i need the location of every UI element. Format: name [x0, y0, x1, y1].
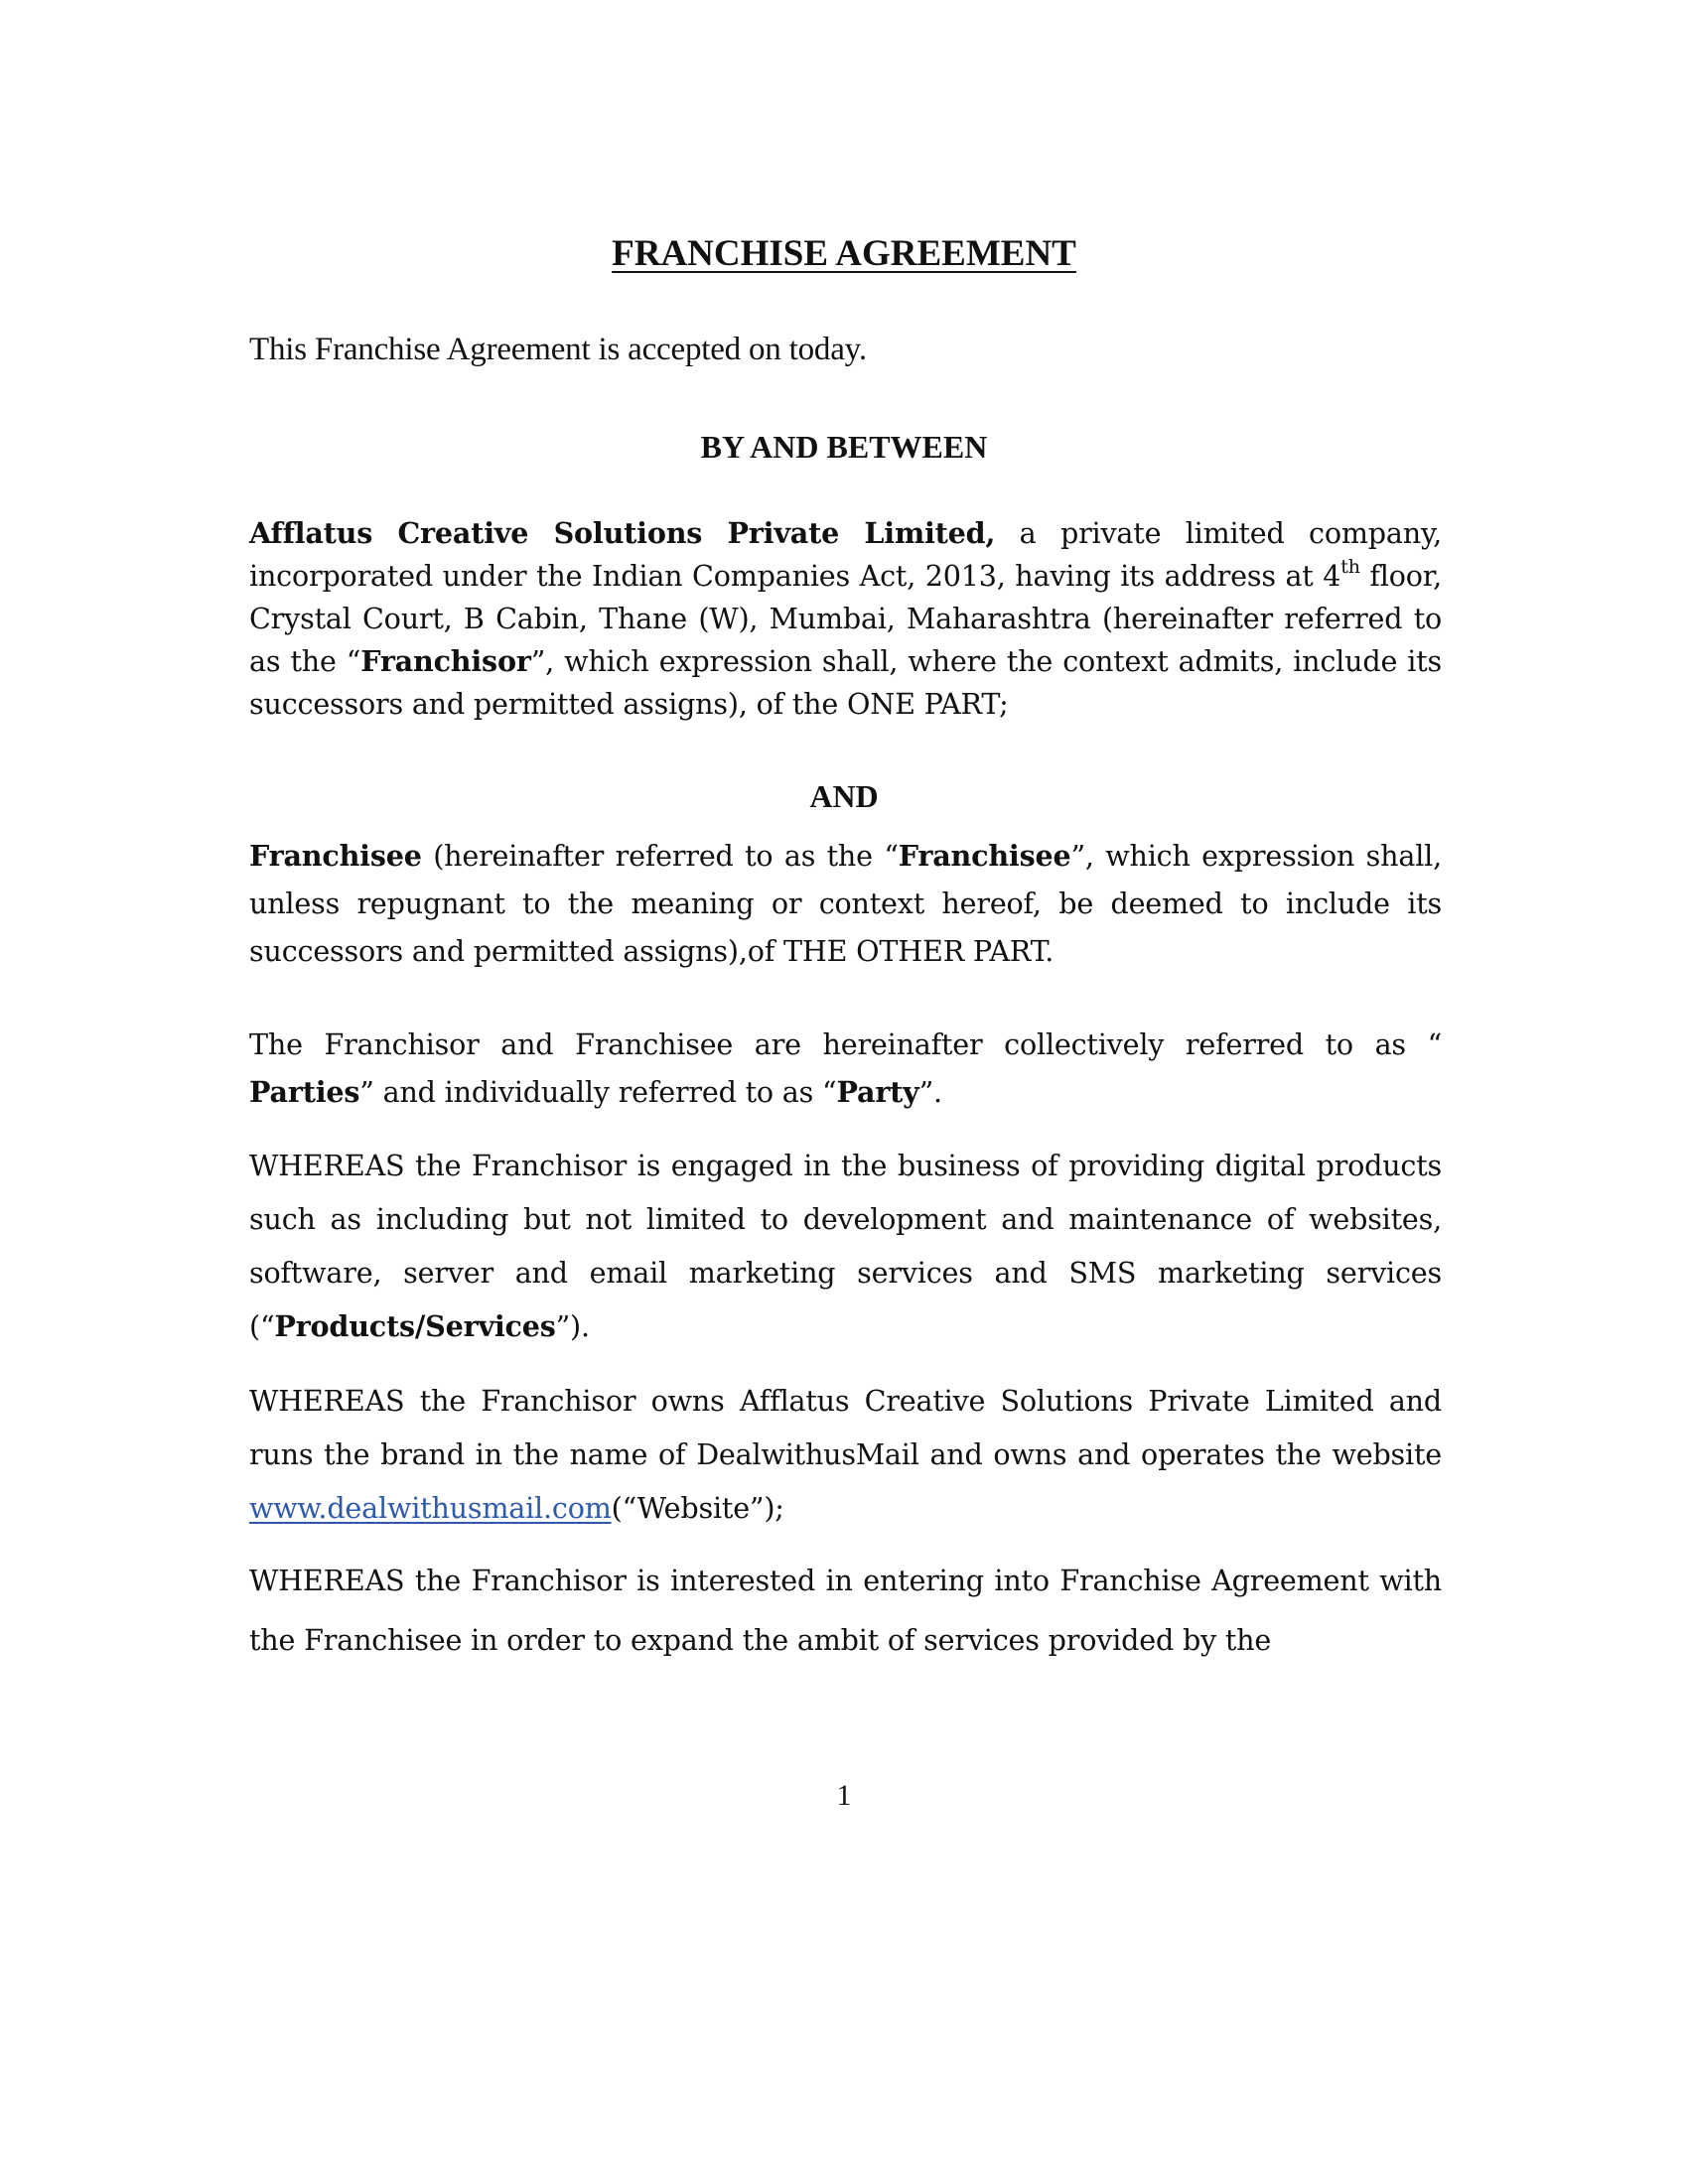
- and-heading: AND: [809, 778, 879, 814]
- page-number: 1: [836, 1779, 852, 1812]
- franchisee-name: Franchisee: [249, 839, 422, 873]
- defined-term-franchisor: Franchisor: [360, 644, 531, 678]
- document-title: FRANCHISE AGREEMENT: [612, 233, 1076, 274]
- whereas-intent-paragraph: WHEREAS the Franchisor is interested in entering into Franchise Agreement with the Franchisee in order to expand the ambit of services provided by the: [249, 1564, 1442, 1657]
- website-link[interactable]: www.dealwithusmail.com: [249, 1491, 612, 1525]
- franchisor-name: Afflatus Creative Solutions Private Limited,: [249, 516, 996, 550]
- by-and-between-heading: BY AND BETWEEN: [700, 429, 988, 465]
- ordinal-superscript: th: [1340, 556, 1360, 579]
- whereas-business-paragraph: WHEREAS the Franchisor is engaged in the business of providing digital products such as including but not limited to development and maintenance of websites, software, server and email marketing services and SMS marketing services (“Products/Services”).: [249, 1149, 1442, 1343]
- defined-term-parties: Parties: [249, 1075, 360, 1109]
- franchisor-party-paragraph: Afflatus Creative Solutions Private Limited, a private limited company, incorporated under the Indian Companies Act, 2013, having its address at 4th floor, Crystal Court, B Cabin, Thane (W), Mumbai, Maharashtra (hereinafter referred to as the “Franchisor”, which expression shall, where the context admits, include its successors and permitted assigns), of the ONE PART;: [249, 516, 1442, 721]
- parties-definition-paragraph: The Franchisor and Franchisee are hereinafter collectively referred to as “ Parties” and individually referred to as “Party”.: [249, 1027, 1442, 1109]
- defined-term-products-services: Products/Services: [274, 1309, 556, 1343]
- defined-term-franchisee: Franchisee: [898, 839, 1071, 873]
- whereas-brand-paragraph: WHEREAS the Franchisor owns Afflatus Creative Solutions Private Limited and runs the brand in the name of DealwithusMail and owns and operates the website www.dealwithusmail.com(“Website”);: [249, 1384, 1442, 1525]
- defined-term-party: Party: [836, 1075, 919, 1109]
- franchisee-party-paragraph: Franchisee (hereinafter referred to as the “Franchisee”, which expression shall, unless repugnant to the meaning or context hereof, be deemed to include its successors and permitted assigns),of THE OTHER PART.: [249, 839, 1442, 968]
- intro-line: This Franchise Agreement is accepted on today.: [249, 332, 867, 367]
